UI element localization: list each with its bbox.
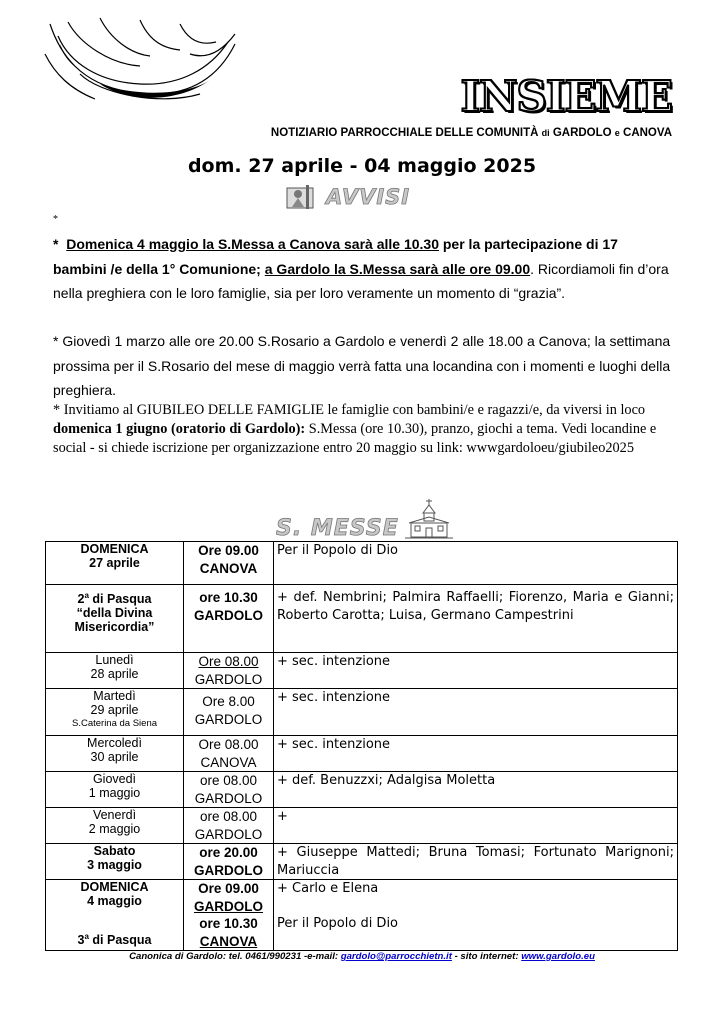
avvisi-heading (284, 182, 410, 212)
table-row (46, 585, 678, 653)
day-cell: Venerdì 2 maggio (46, 808, 184, 844)
table-row (46, 880, 678, 951)
newsletter-subtitle: NOTIZIARIO PARROCCHIALE DELLE COMUNITÀ di GARDOLO e CANOVA (270, 127, 672, 139)
table-row (46, 689, 678, 736)
avvisi-title: AVVISI (326, 185, 411, 209)
contact-footer: Canonica di Gardolo: tel. 0461/990231 -e-mail: gardolo@parrocchietn.it - sito internet: www.gardolo.eu (129, 951, 595, 962)
table-row (46, 542, 678, 585)
day-cell: 2$^a$ di Pasqua “della Divina Misericordia” (46, 585, 184, 653)
table-row (46, 653, 678, 689)
notice-canova-mass: Domenica 4 maggio la S.Messa a Canova sarà alle 10.30 (66, 236, 439, 252)
time-cell: ore 08.00 GARDOLO (184, 772, 274, 808)
day-cell: Sabato 3 maggio (46, 844, 184, 880)
mass-schedule-table (45, 541, 678, 951)
intention-cell: + Carlo e Elena Per il Popolo di Dio (274, 880, 678, 951)
table-row (46, 736, 678, 772)
email-link[interactable]: gardolo@parrocchietn.it (340, 951, 452, 962)
intention-cell: + (274, 808, 678, 844)
notice-rosary: * Giovedì 1 marzo alle ore 20.00 S.Rosario a Gardolo e venerdì 2 alle 18.00 a Canova; la settimana prossima per il S.Rosario del mese di maggio verrà fatta una locandina con i momenti e luoghi della preghiera. (53, 333, 671, 398)
day-cell: Martedì 29 aprile S.Caterina da Siena (46, 689, 184, 736)
intention-cell: + sec. intenzione (274, 736, 678, 772)
church-icon (405, 497, 453, 541)
website-link[interactable]: www.gardolo.eu (521, 951, 595, 962)
cupped-hands-illustration (40, 14, 240, 114)
table-row (46, 844, 678, 880)
day-cell: Lunedì 28 aprile (46, 653, 184, 689)
sign-icon (284, 183, 320, 211)
time-cell: Ore 8.00 GARDOLO (184, 689, 274, 736)
table-row (46, 772, 678, 808)
messe-heading (276, 497, 453, 541)
intention-cell: + sec. intenzione (274, 689, 678, 736)
day-cell: DOMENICA 4 maggio 3$^a$ di Pasqua (46, 880, 184, 951)
time-cell: ore 10.30 GARDOLO (184, 585, 274, 653)
time-cell: ore 08.00 GARDOLO (184, 808, 274, 844)
messe-title: S. MESSE (276, 516, 399, 541)
newsletter-title: INSIEME (460, 72, 672, 121)
week-dates: dom. 27 aprile - 04 maggio 2025 (187, 155, 537, 177)
time-cell: Ore 09.00 CANOVA (184, 542, 274, 585)
day-cell: Mercoledì 30 aprile (46, 736, 184, 772)
intention-cell: + sec. intenzione (274, 653, 678, 689)
notice-jubilee: * Invitiamo al GIUBILEO DELLE FAMIGLIE le famiglie con bambini/e e ragazzi/e, da viversi in loco domenica 1 giugno (oratorio di Gardolo): S.Messa (ore 10.30), pranzo, giochi a tema. Vedi locandine e social - si chiede iscrizione per organizzazione entro 20 maggio su link: wwwgardoloeu/giubileo2025 (53, 402, 657, 456)
notice-first-communion: * Domenica 4 maggio la S.Messa a Canova sarà alle 10.30 per la partecipazione di 17 bambini /e della 1° Comunione; a Gardolo la S.Messa sarà alle ore 09.00. Ricordiamoli fin d’ora nella preghiera con le loro famiglie, sia per loro veramente un momento di “grazia”. (53, 236, 669, 301)
time-cell: Ore 08.00 GARDOLO (184, 653, 274, 689)
intention-cell: + def. Nembrini; Palmira Raffaelli; Fiorenzo, Maria e Gianni; Roberto Carotta; Luisa, Germano Campestrini (274, 585, 678, 653)
notice-gardolo-mass: a Gardolo la S.Messa sarà alle ore 09.00 (264, 260, 531, 277)
day-cell: Giovedì 1 maggio (46, 772, 184, 808)
table-row (46, 808, 678, 844)
intention-cell: + Giuseppe Mattedi; Bruna Tomasi; Fortunato Marignoni; Mariuccia (274, 844, 678, 880)
time-cell: Ore 09.00 GARDOLO ore 10.30 CANOVA (184, 880, 274, 951)
bullet-marker: * (53, 214, 58, 225)
time-cell: Ore 08.00 CANOVA (184, 736, 274, 772)
day-cell: DOMENICA 27 aprile (46, 542, 184, 585)
time-cell: ore 20.00 GARDOLO (184, 844, 274, 880)
intention-cell: + def. Benuzzxi; Adalgisa Moletta (274, 772, 678, 808)
intention-cell: Per il Popolo di Dio (274, 542, 678, 585)
